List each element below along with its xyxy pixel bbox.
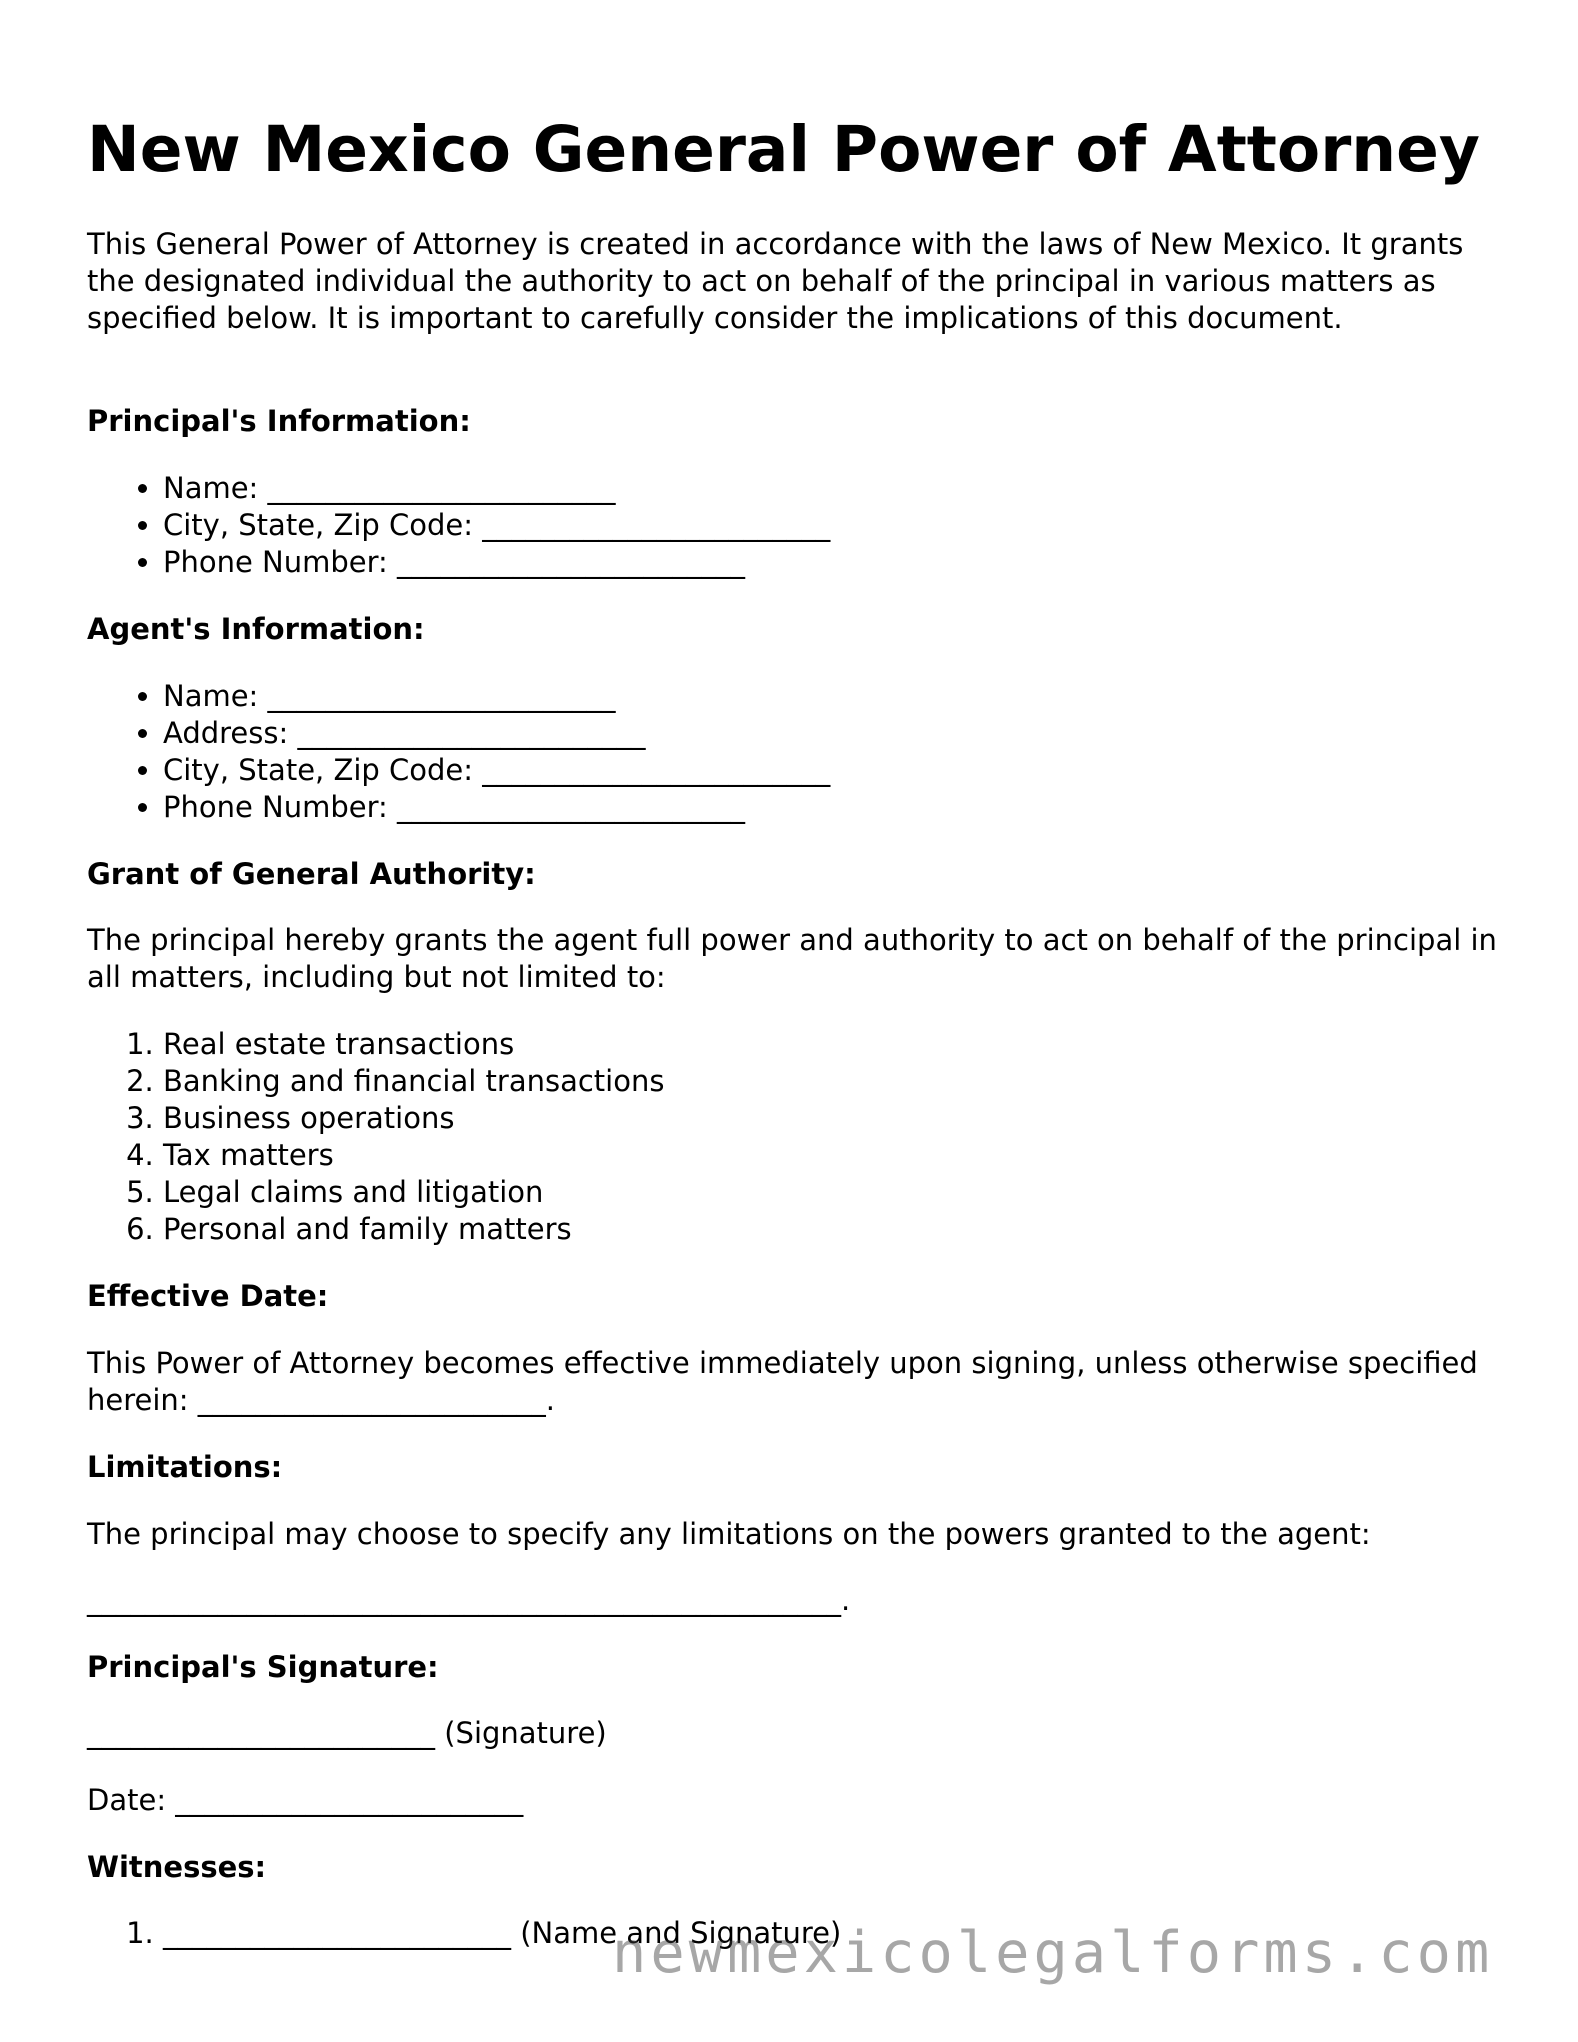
- principal-name-field: • Name: ________________________: [163, 470, 830, 507]
- grant-paragraph: The principal hereby grants the agent full power and authority to act on behalf of the principal in all matters, including but not limited to:: [87, 923, 1497, 994]
- agent-city-field: • City, State, Zip Code: ________________________: [163, 752, 830, 789]
- grant-item: 2. Banking and financial transactions: [163, 1063, 664, 1100]
- agent-info-list: [87, 678, 830, 826]
- agent-address-field: • Address: ________________________: [163, 715, 830, 752]
- grant-item: 1. Real estate transactions: [163, 1026, 664, 1063]
- document-title: New Mexico General Power of Attorney: [87, 113, 1480, 186]
- signature-heading: Principal's Signature:: [87, 1650, 439, 1684]
- grant-item: 4. Tax matters: [163, 1137, 664, 1174]
- effective-date-heading: Effective Date:: [87, 1279, 329, 1313]
- agent-info-heading: Agent's Information:: [87, 612, 425, 646]
- agent-phone-field: • Phone Number: ________________________: [163, 789, 830, 826]
- principal-city-field: • City, State, Zip Code: ________________________: [163, 507, 830, 544]
- grant-heading: Grant of General Authority:: [87, 857, 536, 891]
- limitations-blank-line: ____________________________________________________.: [87, 1583, 851, 1617]
- principal-info-list: [87, 470, 830, 581]
- grant-list: [87, 1026, 664, 1248]
- limitations-paragraph: The principal may choose to specify any limitations on the powers granted to the agent:: [87, 1517, 1371, 1551]
- witness-line: 1. ________________________ (Name and Signature): [163, 1915, 841, 1952]
- grant-item: 3. Business operations: [163, 1100, 664, 1137]
- agent-name-field: • Name: ________________________: [163, 678, 830, 715]
- principal-info-heading: Principal's Information:: [87, 404, 471, 438]
- grant-item: 6. Personal and family matters: [163, 1211, 664, 1248]
- witnesses-list: [87, 1915, 841, 1952]
- effective-date-paragraph: This Power of Attorney becomes effective immediately upon signing, unless otherwise specified herein: ________________________.: [87, 1346, 1478, 1417]
- signature-date-line: Date: ________________________: [87, 1783, 524, 1817]
- witnesses-heading: Witnesses:: [87, 1850, 267, 1884]
- grant-item: 5. Legal claims and litigation: [163, 1174, 664, 1211]
- signature-line: ________________________ (Signature): [87, 1716, 607, 1750]
- limitations-heading: Limitations:: [87, 1450, 283, 1484]
- watermark: newmexicolegalforms.com: [612, 1920, 1494, 1986]
- intro-paragraph: This General Power of Attorney is created in accordance with the laws of New Mexico. It grants the designated individual the authority to act on behalf of the principal in various matters as specified below. It is important to carefully consider the implications of this document.: [87, 227, 1464, 335]
- principal-phone-field: • Phone Number: ________________________: [163, 544, 830, 581]
